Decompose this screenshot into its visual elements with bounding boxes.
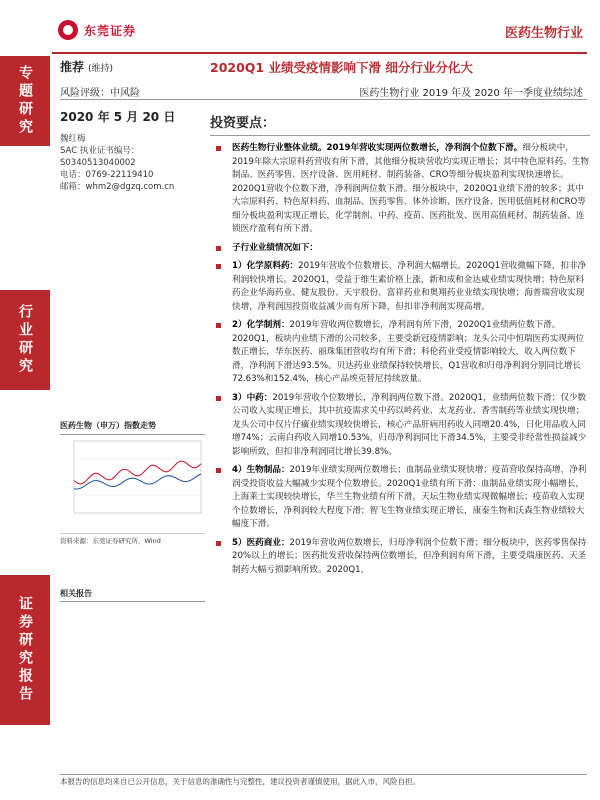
key-point-item xyxy=(210,242,590,256)
rating xyxy=(60,58,113,75)
analyst-column xyxy=(60,108,200,193)
key-point-lead: 医药生物行业整体业绩。2019年营收实现两位数增长，净利润个位数下滑。 xyxy=(232,143,523,153)
key-points-list xyxy=(210,142,590,577)
analyst-phone: 电话：0769-22119410 xyxy=(60,170,154,180)
side-band-label: 专题研究 xyxy=(17,65,33,137)
rating-note: (维持) xyxy=(88,64,114,74)
key-point-item xyxy=(210,319,590,387)
index-chart xyxy=(60,435,205,525)
risk-rating: 风险评级：中风险 xyxy=(60,88,140,99)
industry-title: 医药生物行业 xyxy=(504,26,583,41)
rating-label: 推荐 xyxy=(60,60,85,74)
index-chart-block xyxy=(60,420,205,545)
key-point-lead: 子行业业绩情况如下： xyxy=(232,242,318,253)
key-point-item xyxy=(210,392,590,460)
side-band-topic xyxy=(0,56,50,146)
report-date: 2020 年 5 月 20 日 xyxy=(60,110,176,124)
key-point-lead: 4）生物制品： xyxy=(232,465,290,475)
rating-row xyxy=(60,58,587,80)
side-band-label: 行业研究 xyxy=(17,304,33,376)
page-header xyxy=(52,10,587,54)
side-band-label: 证券研究报告 xyxy=(17,596,33,704)
logo-text: 东莞证券 xyxy=(84,23,137,38)
disclaimer-footer: 本报告的信息均来自已公开信息，关于信息的准确性与完整性，建议投资者谨慎使用，据此入市，风险自担。 xyxy=(60,774,587,787)
analyst-email[interactable]: 邮箱：whm2@dgzq.com.cn xyxy=(60,182,175,192)
analyst-license: SAC 执业证书编号：S0340513040002 xyxy=(60,146,140,168)
key-point-lead: 5）医药商业： xyxy=(232,537,290,548)
chart-source: 资料来源：东莞证券研究所，Wind xyxy=(60,533,205,545)
key-point-lead: 3）中药： xyxy=(232,392,273,403)
report-title: 2020Q1 业绩受疫情影响下滑 细分行业分化大 xyxy=(210,60,473,75)
key-point-item xyxy=(210,260,590,314)
key-point-item xyxy=(210,142,590,237)
key-point-text: 2019年营收个位数增长，净利润两位数下滑。2020Q1，业绩两位数下滑；仅少数公司收入实现正增长，其中抗疫需求关中药以岭药业、太龙药业、香雪制药等业绩实现快增；龙头公司中仅片仔癀业绩实现较快增长，核心产品肝病用药收入同增20.4%，日化用品收入同增74%；云南白药收入同增10.53%，归母净利润同比下滑34.5%，主要受非经常性损益减少影响所致，但扣非净利润同比增长39.8%。 xyxy=(232,392,587,457)
key-point-text: 细分板块中，2019年除大宗原料药营收有所下滑，其他细分板块营收均实现正增长；其中特色原料药、生物制品、医药零售、医疗设备、医用耗材、制药装备、CRO等细分板块盈利实现快速增长。2020Q1营收个位数下滑，净利润两位数下滑。细分板块中，2020Q1业绩下滑的较多；其中大宗原料药、特色原料药、血制品、医药零售、体外诊断、医疗设备、医用低值耗材和CRO等细分板块盈利实现正增长，化学制剂、中药、疫苗、医药批发、医用高值耗材、制药装备、连锁医疗盈利有所下滑。 xyxy=(232,143,590,234)
key-point-item xyxy=(210,537,590,578)
chart-title: 医药生物（申万）指数走势 xyxy=(60,420,205,435)
report-subtitle: 医药生物行业 2019 年及 2020 年一季度业绩综述 xyxy=(359,88,583,99)
company-logo xyxy=(58,20,136,40)
key-points-title: 投资要点： xyxy=(210,112,590,136)
key-points-section xyxy=(210,112,590,582)
subtitle-row xyxy=(60,82,587,100)
key-point-text: 2019年营收个位数增长，净利润大幅增长。2020Q1营收微幅下降，扣非净利润较快增长。2020Q1，受益于维生素价格上涨，新和成和金达威业绩实现快增；特色原料药企业华海药业、健友股份、天宇股份、富祥药业和奥翔药业业绩实现快增；海普瑞营收实现快增，净利润因投资收益减少而有所下降，但扣非净利润实现高增。 xyxy=(232,261,587,312)
key-point-item xyxy=(210,464,590,532)
related-reports-heading: 相关报告 xyxy=(60,588,205,602)
key-point-lead: 2）化学制剂： xyxy=(232,320,290,330)
logo-icon xyxy=(58,20,78,40)
side-band-securities xyxy=(0,575,50,725)
key-point-text: 2019年业绩实现两位数增长；血制品业绩实现快增；疫苗营收保持高增，净利润受投资收益大幅减少实现个位数增长。2020Q1业绩有所下滑：血制品业绩实现小幅增长，上海莱士实现较快增长，华兰生物业绩有所下滑，天坛生物业绩实现微幅增长；疫苗收入实现个位数增长，净利润较大程度下滑；智飞生物业绩实现正增长，康泰生物和沃森生物业绩较大幅度下滑。 xyxy=(232,465,587,529)
key-point-text: 2019年营收两位数增长，归母净利润个位数下滑；细分板块中，医药零售保持20%以上的增长；医药批发营收保持两位数增长，但净利润有所下滑，主要受瑞康医药、天圣制药大幅亏损影响所致。2020Q1， xyxy=(232,537,587,575)
key-point-text: 2019年营收两位数增长，净利润有所下滑，2020Q1业绩两位数下滑。2020Q1，板块内业绩下滑的公司较多，主要受新冠疫情影响；龙头公司中恒瑞医药实现两位数正增长，华东医药、丽珠集团营收均有所下滑；科伦药业受疫情影响较大，收入两位数下滑，净利润下滑达93.5%。贝达药业业绩保持较快增长，Q1营收和归母净利润分别同比增长72.63%和152.4%，核心产品埃克替尼持续放量。 xyxy=(232,320,585,384)
analyst-name: 魏红梅 xyxy=(60,134,86,144)
side-band-industry xyxy=(0,290,50,390)
key-point-lead: 1）化学原料药： xyxy=(232,261,299,271)
